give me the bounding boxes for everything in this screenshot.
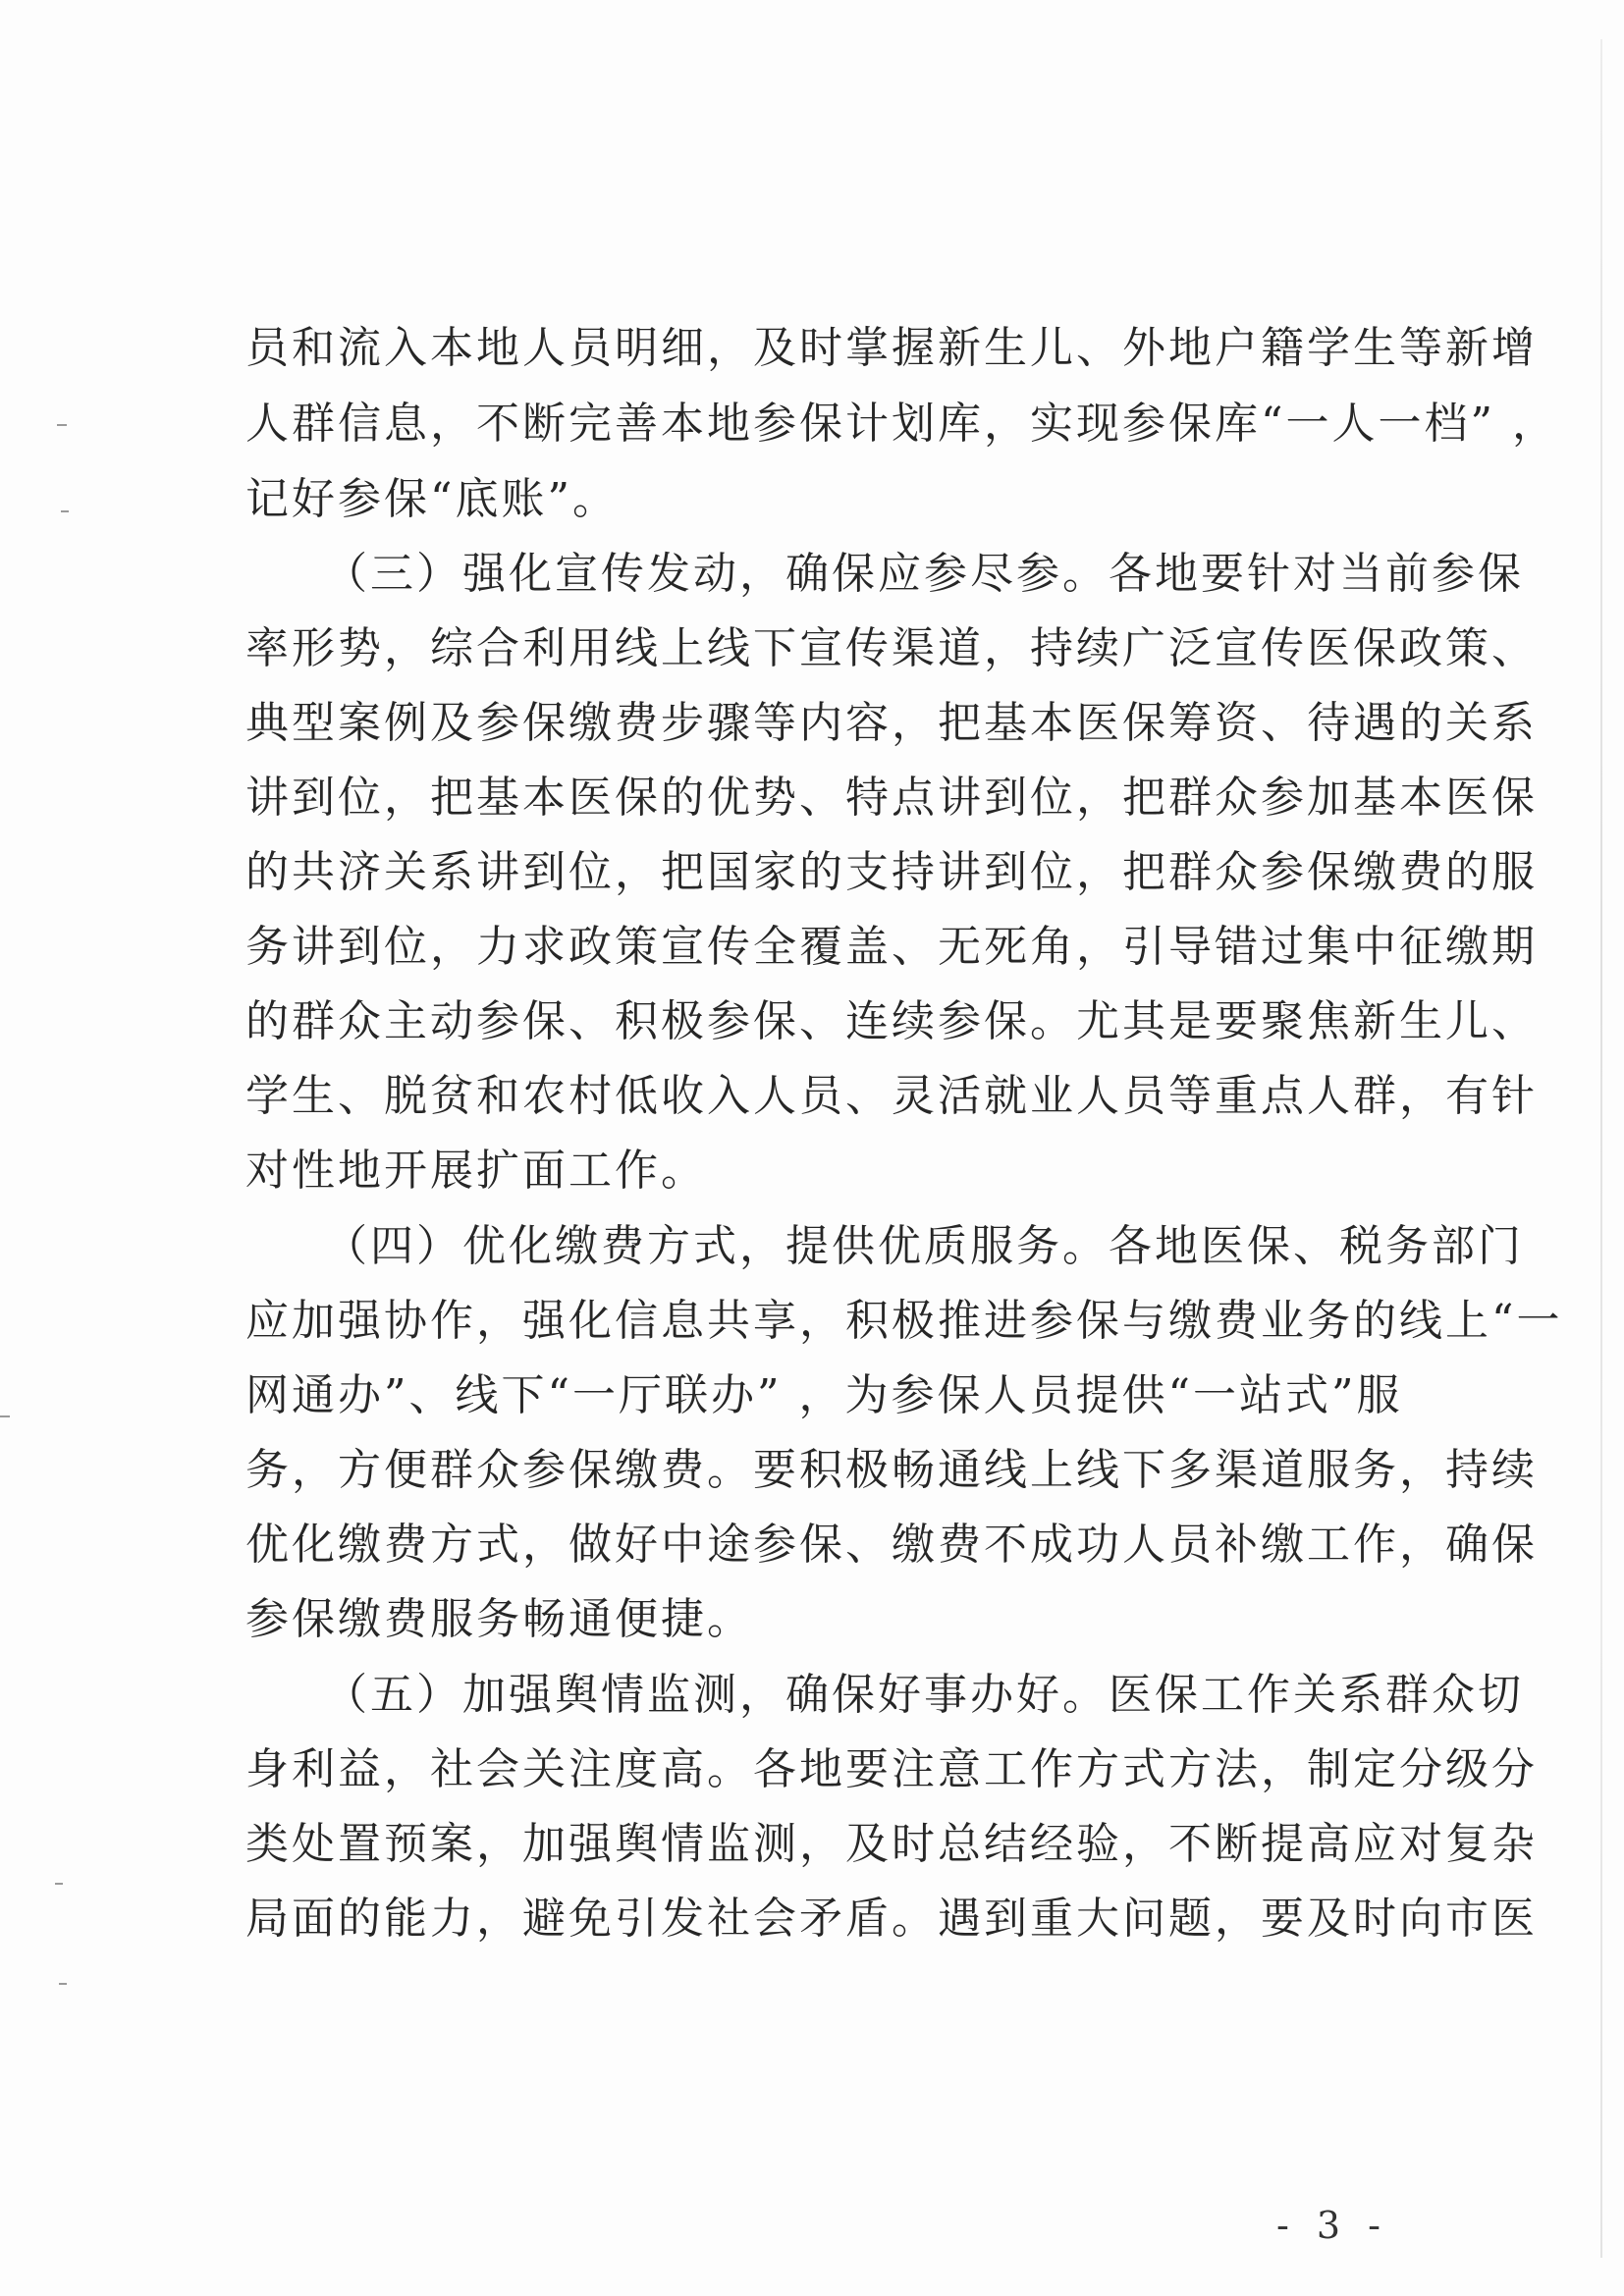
body-line-5: 率形势，综合利用线上线下宣传渠道，持续广泛宣传医保政策、 bbox=[245, 623, 1538, 673]
body-line-18: 参保缴费服务畅通便捷。 bbox=[245, 1594, 753, 1644]
scan-edge-shadow bbox=[1600, 39, 1602, 2258]
scan-mark bbox=[61, 510, 69, 512]
body-line-8: 的共济关系讲到位，把国家的支持讲到位，把群众参保缴费的服 bbox=[245, 847, 1538, 897]
body-line-15: 网通办”、线下“一厅联办” ，为参保人员提供“一站式”服 bbox=[245, 1370, 1403, 1420]
body-line-9: 务讲到位，力求政策宣传全覆盖、无死角，引导错过集中征缴期 bbox=[245, 922, 1538, 972]
body-line-21: 类处置预案，加强舆情监测，及时总结经验，不断提高应对复杂 bbox=[245, 1819, 1538, 1869]
body-line-10: 的群众主动参保、积极参保、连续参保。尤其是要聚焦新生儿、 bbox=[245, 996, 1538, 1046]
body-line-17: 优化缴费方式，做好中途参保、缴费不成功人员补缴工作，确保 bbox=[245, 1520, 1538, 1570]
section-5-heading-line: （五）加强舆情监测，确保好事办好。医保工作关系群众切 bbox=[324, 1670, 1524, 1720]
scan-mark bbox=[0, 1415, 10, 1417]
body-line-16: 务，方便群众参保缴费。要积极畅通线上线下多渠道服务，持续 bbox=[245, 1445, 1538, 1495]
body-line-14: 应加强协作，强化信息共享，积极推进参保与缴费业务的线上“一 bbox=[245, 1296, 1563, 1346]
body-line-3: 记好参保“底账”。 bbox=[245, 474, 619, 524]
body-line-6: 典型案例及参保缴费步骤等内容，把基本医保筹资、待遇的关系 bbox=[245, 698, 1538, 748]
body-line-22: 局面的能力，避免引发社会矛盾。遇到重大问题，要及时向市医 bbox=[245, 1894, 1538, 1944]
body-line-11: 学生、脱贫和农村低收入人员、灵活就业人员等重点人群，有针 bbox=[245, 1071, 1538, 1121]
scan-mark bbox=[57, 424, 67, 426]
scan-mark bbox=[59, 1983, 67, 1985]
body-line-1: 员和流入本地人员明细，及时掌握新生儿、外地户籍学生等新增 bbox=[245, 323, 1538, 373]
body-line-20: 身利益，社会关注度高。各地要注意工作方式方法，制定分级分 bbox=[245, 1744, 1538, 1794]
body-line-12: 对性地开展扩面工作。 bbox=[245, 1146, 707, 1196]
section-4-heading-line: （四）优化缴费方式，提供优质服务。各地医保、税务部门 bbox=[324, 1221, 1524, 1271]
section-3-heading-line: （三）强化宣传发动，确保应参尽参。各地要针对当前参保 bbox=[324, 549, 1524, 599]
body-line-7: 讲到位，把基本医保的优势、特点讲到位，把群众参加基本医保 bbox=[245, 773, 1538, 823]
page-number: - 3 - bbox=[1275, 2204, 1388, 2247]
body-line-2: 人群信息，不断完善本地参保计划库，实现参保库“一人一档” ， bbox=[245, 399, 1558, 449]
scan-mark bbox=[55, 1883, 63, 1885]
